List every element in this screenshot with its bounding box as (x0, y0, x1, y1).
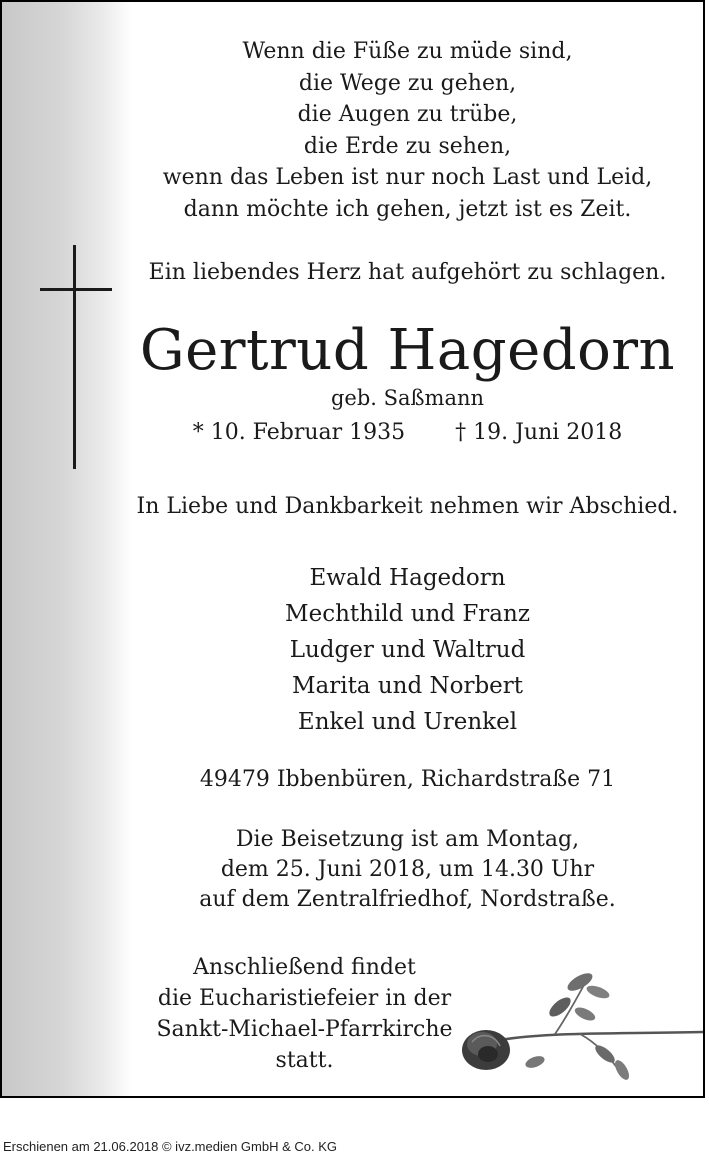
mass-line: die Eucharistiefeier in der (157, 986, 452, 1011)
cross-icon (40, 245, 112, 469)
poem-line: wenn das Leben ist nur noch Last und Leid, (162, 165, 653, 190)
poem-line: Wenn die Füße zu müde sind, (242, 39, 573, 64)
burial-info (112, 825, 703, 915)
deceased-name: Gertrud Hagedorn (139, 318, 676, 383)
publication-footer: Erschienen am 21.06.2018 © ivz.medien GmbH & Co. KG (3, 1139, 338, 1154)
mass-info (152, 952, 457, 1076)
poem (112, 36, 703, 225)
mass-line: Anschließend findet (193, 955, 416, 980)
mass-line: Sankt-Michael-Pfarrkirche (156, 1017, 453, 1042)
birth-name: geb. Saßmann (330, 386, 485, 410)
rose-image (460, 962, 706, 1090)
life-dates (112, 420, 703, 445)
mass-line: statt. (275, 1048, 334, 1073)
burial-line: auf dem Zentralfriedhof, Nordstraße. (199, 887, 616, 912)
death-date: † 19. Juni 2018 (455, 420, 623, 445)
family-member: Mechthild und Franz (285, 601, 530, 627)
burial-line: dem 25. Juni 2018, um 14.30 Uhr (220, 857, 595, 882)
address: 49479 Ibbenbüren, Richardstraße 71 (199, 767, 616, 792)
poem-line: die Augen zu trübe, (297, 102, 518, 127)
poem-line: die Wege zu gehen, (298, 70, 517, 96)
farewell-line: In Liebe und Dankbarkeit nehmen wir Abschied. (136, 494, 679, 519)
burial-line: Die Beisetzung ist am Montag, (235, 827, 580, 852)
family-list (112, 560, 703, 740)
poem-line: die Erde zu sehen, (303, 133, 512, 159)
family-member: Marita und Norbert (291, 673, 524, 699)
family-member: Ewald Hagedorn (309, 565, 506, 591)
birth-date: * 10. Februar 1935 (192, 420, 406, 445)
family-member: Enkel und Urenkel (297, 709, 518, 735)
family-member: Ludger und Waltrud (289, 637, 526, 663)
poem-line: dann möchte ich gehen, jetzt ist es Zeit. (183, 196, 632, 222)
intro-line: Ein liebendes Herz hat aufgehört zu schlagen. (148, 260, 667, 285)
